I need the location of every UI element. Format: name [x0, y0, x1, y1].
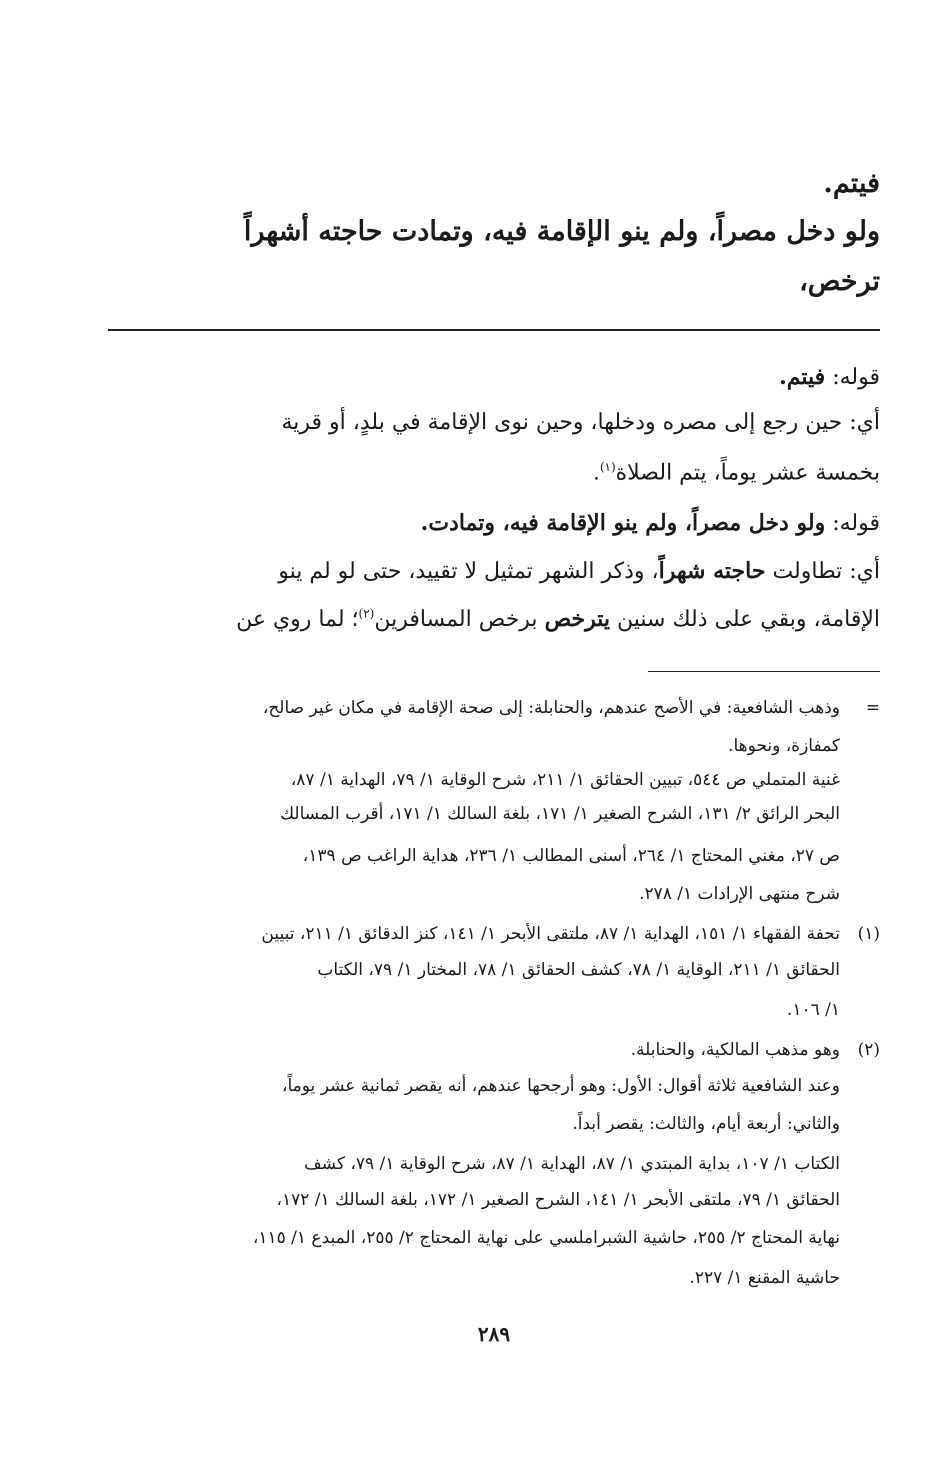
matn-line-3: ترخص، [799, 266, 880, 297]
sharh-qawluh: قوله: [825, 365, 880, 390]
footnote-text: تحفة الفقهاء ١/ ١٥١، الهداية ١/ ٨٧، ملتقى الأبحر ١/ ١٤١، كنز الدقائق ١/ ٢١١، تبيين [261, 924, 840, 944]
sharh-para-4-line-2 [108, 606, 880, 633]
sharh-text: أي: تطاولت [765, 559, 880, 584]
sharh-bold-term: حاجته شهراً [658, 558, 766, 584]
footnote-text: وعند الشافعية ثلاثة أقوال: الأول: وهو أرجحها عندهم، أنه يقصر ثمانية عشر يوماً، [282, 1076, 840, 1096]
footnote-ref-2[interactable]: (٢) [358, 606, 375, 621]
sharh-text: برخص المسافرين [374, 607, 545, 632]
footnote-text: الكتاب ١/ ١٠٧، بداية المبتدي ١/ ٨٧، الهداية ١/ ٨٧، شرح الوقاية ١/ ٧٩، كشف [304, 1154, 840, 1174]
sharh-quote: فيتم. [779, 364, 826, 390]
sharh-qawluh: قوله: [825, 511, 880, 536]
footnote-text: وهو مذهب المالكية، والحنابلة. [630, 1040, 840, 1060]
sharh-text-end: . [592, 460, 600, 486]
footnote-ref-1[interactable]: (١) [599, 460, 616, 474]
sharh-text: بخمسة عشر يوماً، يتم الصلاة [615, 460, 880, 486]
footnote-text: ١/ ١٠٦. [786, 1000, 840, 1020]
footnote-text: الحقائق ١/ ٢١١، الوقاية ١/ ٧٨، كشف الحقائق ١/ ٧٨، المختار ١/ ٧٩، الكتاب [317, 960, 840, 980]
footnote-text: شرح منتهى الإرادات ١/ ٢٧٨. [639, 884, 840, 904]
sharh-bold-term: يترخص [544, 606, 611, 632]
sharh-text: الإقامة، وبقي على ذلك سنين [610, 607, 880, 632]
sharh-para-1 [108, 364, 880, 391]
matn-line-1: فيتم. [823, 168, 880, 199]
footnote-2-marker: (٢) [857, 1040, 880, 1060]
footnote-divider [648, 671, 880, 672]
sharh-text: ؛ لما روي عن [236, 607, 359, 632]
sharh-quote: ولو دخل مصراً، ولم ينو الإقامة فيه، وتمادت. [420, 510, 826, 536]
sharh-text: ، وذكر الشهر تمثيل لا تقييد، حتى لو لم ينو [278, 559, 659, 584]
footnote-text: البحر الرائق ٢/ ١٣١، الشرح الصغير ١/ ١٧١، بلغة السالك ١/ ١٧١، أقرب المسالك [280, 804, 840, 824]
sharh-para-2-line-1: أي: حين رجع إلى مصره ودخلها، وحين نوى الإقامة في بلدٍ، أو قرية [281, 410, 880, 435]
footnote-text: ص ٢٧، مغني المحتاج ١/ ٢٦٤، أسنى المطالب ١/ ٢٣٦، هداية الراغب ص ١٣٩، [302, 846, 840, 866]
sharh-para-4-line-1 [108, 558, 880, 585]
footnote-text: حاشية المقنع ١/ ٢٢٧. [689, 1268, 840, 1288]
matn-line-2: ولو دخل مصراً، ولم ينو الإقامة فيه، وتمادت حاجته أشهراً [243, 216, 880, 247]
sharh-para-3 [108, 510, 880, 537]
footnote-text: كمفازة، ونحوها. [728, 736, 840, 756]
footnote-text: والثاني: أربعة أيام، والثالث: يقصر أبداً. [572, 1114, 840, 1134]
footnote-text: نهاية المحتاج ٢/ ٢٥٥، حاشية الشبراملسي على نهاية المحتاج ٢/ ٢٥٥، المبدع ١/ ١١٥، [252, 1228, 840, 1248]
main-divider [108, 329, 880, 331]
footnote-continuation-marker: = [865, 698, 880, 718]
footnote-text: وذهب الشافعية: في الأصح عندهم، والحنابلة: إلى صحة الإقامة في مكان غير صالح، [262, 698, 840, 718]
footnote-1-marker: (١) [857, 924, 880, 944]
sharh-para-2-line-2 [108, 460, 880, 487]
footnote-text: غنية المتملي ص ٥٤٤، تبيين الحقائق ١/ ٢١١، شرح الوقاية ١/ ٧٩، الهداية ١/ ٨٧، [290, 770, 840, 790]
page-number: ٢٨٩ [477, 1322, 511, 1346]
footnote-text: الحقائق ١/ ٧٩، ملتقى الأبحر ١/ ١٤١، الشرح الصغير ١/ ١٧٢، بلغة السالك ١/ ١٧٢، [276, 1190, 840, 1210]
